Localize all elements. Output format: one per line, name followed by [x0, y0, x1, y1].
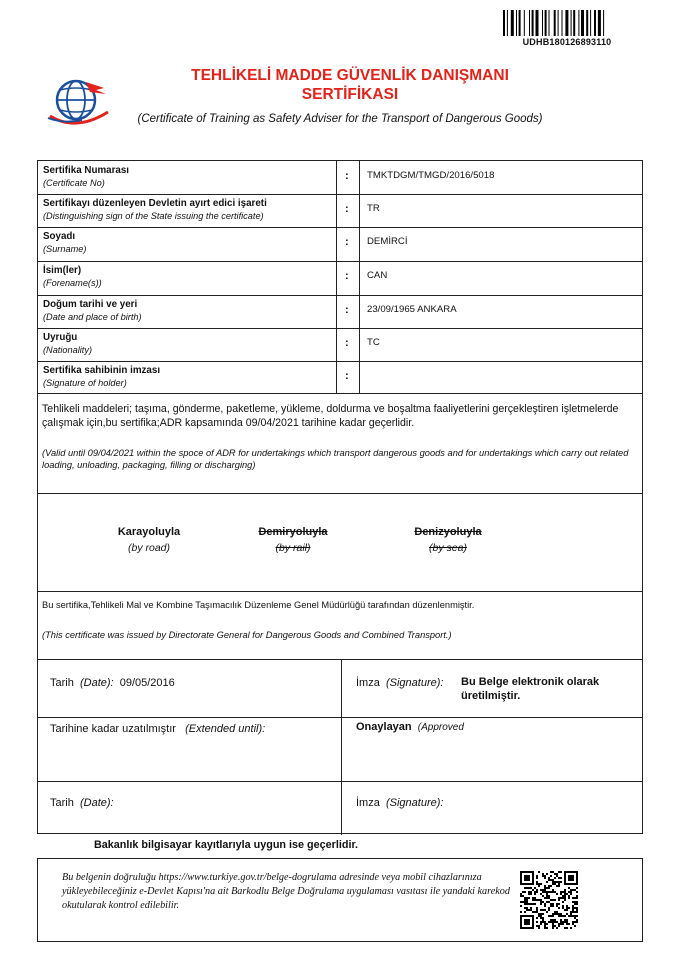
signature2-field: [356, 797, 443, 809]
row-divider: [38, 261, 642, 262]
mode-rail-label: Demiryoluyla: [258, 526, 328, 538]
date-value: 09/05/2016: [119, 677, 175, 689]
date2-label-en: (Date):: [79, 797, 114, 809]
validity-note: Bakanlık bilgisayar kayıtlarıyla uygun ise geçerlidir.: [94, 839, 359, 851]
approved-label-en: (Approved: [417, 722, 464, 733]
row-divider: [38, 328, 642, 329]
barcode-icon: [503, 10, 631, 36]
signature-value: Bu Belge elektronik olarak üretilmiştir.: [461, 676, 600, 702]
field-label: Sertifika sahibinin imzası: [43, 365, 161, 376]
field-value: 23/09/1965 ANKARA: [367, 304, 457, 315]
date-label-en: (Date):: [79, 677, 114, 689]
row-divider: [38, 361, 642, 362]
field-label: İsim(ler): [43, 265, 82, 276]
issued-by-en: (This certificate was issued by Directorate General for Dangerous Goods and Combined Transport.): [42, 630, 452, 640]
field-label-en: (Signature of holder): [43, 378, 127, 388]
field-value: TR: [367, 203, 380, 214]
signature-field: [356, 677, 443, 689]
field-label: Doğum tarihi ve yeri: [43, 299, 138, 310]
field-label-en: (Forename(s)): [43, 278, 102, 288]
approved-label: Onaylayan: [356, 721, 412, 733]
field-label-en: (Distinguishing sign of the State issuing the certificate): [43, 211, 264, 221]
mode-road: [94, 526, 204, 554]
field-value: DEMİRCİ: [367, 236, 408, 247]
field-label: Uyruğu: [43, 332, 78, 343]
certificate-subtitle: (Certificate of Training as Safety Adviser for the Transport of Dangerous Goods): [137, 113, 543, 125]
divider: [38, 781, 642, 782]
verification-box: [37, 858, 643, 942]
date2-label: Tarih: [50, 797, 74, 809]
signature-label: İmza: [356, 677, 380, 689]
field-label: Soyadı: [43, 231, 76, 242]
field-colon: :: [345, 370, 349, 382]
qr-code-icon: [520, 869, 578, 931]
mode-rail-label-en: (by rail): [275, 542, 311, 554]
date-field: [50, 677, 175, 689]
signature-label-en: (Signature):: [385, 677, 444, 689]
divider: [38, 591, 642, 592]
certificate-table: [37, 160, 643, 834]
field-colon: :: [345, 170, 349, 182]
field-colon: :: [345, 337, 349, 349]
field-label-en: (Date and place of birth): [43, 312, 142, 322]
mode-sea-label: Denizyoluyla: [414, 526, 482, 538]
row-divider: [38, 194, 642, 195]
date-label: Tarih: [50, 677, 74, 689]
field-label-en: (Surname): [43, 244, 87, 254]
divider: [38, 659, 642, 660]
row-divider: [38, 227, 642, 228]
extended-label: Tarihine kadar uzatılmıştır: [50, 723, 176, 735]
extended-field: [50, 723, 265, 735]
mode-sea: [393, 526, 503, 554]
label-colon-divider: [336, 161, 337, 393]
row-divider: [38, 295, 642, 296]
field-colon: :: [345, 304, 349, 316]
mode-road-label: Karayoluyla: [117, 526, 181, 538]
signature2-label-en: (Signature):: [385, 797, 444, 809]
validity-text-tr: Tehlikeli maddeleri; taşıma, gönderme, paketleme, yükleme, doldurma ve boşaltma faaliyetlerini gerçekleştiren işletmelerde çalışmak için,bu sertifika;ADR kapsamında 09/04/2021 tarihine kadar geçerlidir.: [42, 403, 619, 429]
field-label-en: (Nationality): [43, 345, 93, 355]
title-line-1: TEHLİKELİ MADDE GÜVENLİK DANIŞMANI: [191, 67, 509, 84]
mode-sea-label-en: (by sea): [429, 542, 467, 554]
colon-value-divider: [359, 161, 360, 393]
field-label: Sertifika Numarası: [43, 165, 130, 176]
certificate-title: [120, 66, 580, 104]
issued-by-tr: Bu sertifika,Tehlikeli Mal ve Kombine Taşımacılık Düzenleme Genel Müdürlüğü tarafından düzenlenmiştir.: [42, 600, 475, 610]
field-label-en: (Certificate No): [43, 178, 105, 188]
extended-label-en: (Extended until):: [185, 723, 266, 735]
divider: [38, 717, 642, 718]
field-value: TC: [367, 337, 380, 348]
mode-rail: [238, 526, 348, 554]
field-colon: :: [345, 203, 349, 215]
approved-field: [356, 721, 464, 733]
field-colon: :: [345, 270, 349, 282]
field-label: Sertifikayı düzenleyen Devletin ayırt edici işareti: [43, 198, 267, 209]
signature-divider: [341, 659, 342, 835]
validity-text-en: (Valid until 09/04/2021 within the spoce of ADR for undertakings which transport dangerous goods and for undertakings which carry out related loading, unloading, packaging, filling or discharging): [42, 448, 629, 470]
divider: [38, 493, 642, 494]
barcode-number: UDHB180126893110: [522, 37, 612, 47]
field-value: TMKTDGM/TMGD/2016/5018: [367, 170, 495, 181]
field-value: CAN: [367, 270, 388, 281]
mode-road-label-en: (by road): [127, 542, 170, 554]
field-colon: :: [345, 236, 349, 248]
date2-field: [50, 797, 114, 809]
signature2-label: İmza: [356, 797, 380, 809]
divider: [38, 393, 642, 394]
verification-text: Bu belgenin doğruluğu https://www.turkiye.gov.tr/belge-dogrulama adresinde veya mobil cihazlarınıza yükleyebileceğiniz e-Devlet Kapısı'na ait Barkodlu Belge Doğrulama uygulaması vasıtası ile yandaki karekod okutularak kontrol edilebilir.: [62, 872, 510, 911]
title-line-2: SERTİFİKASI: [301, 86, 399, 103]
